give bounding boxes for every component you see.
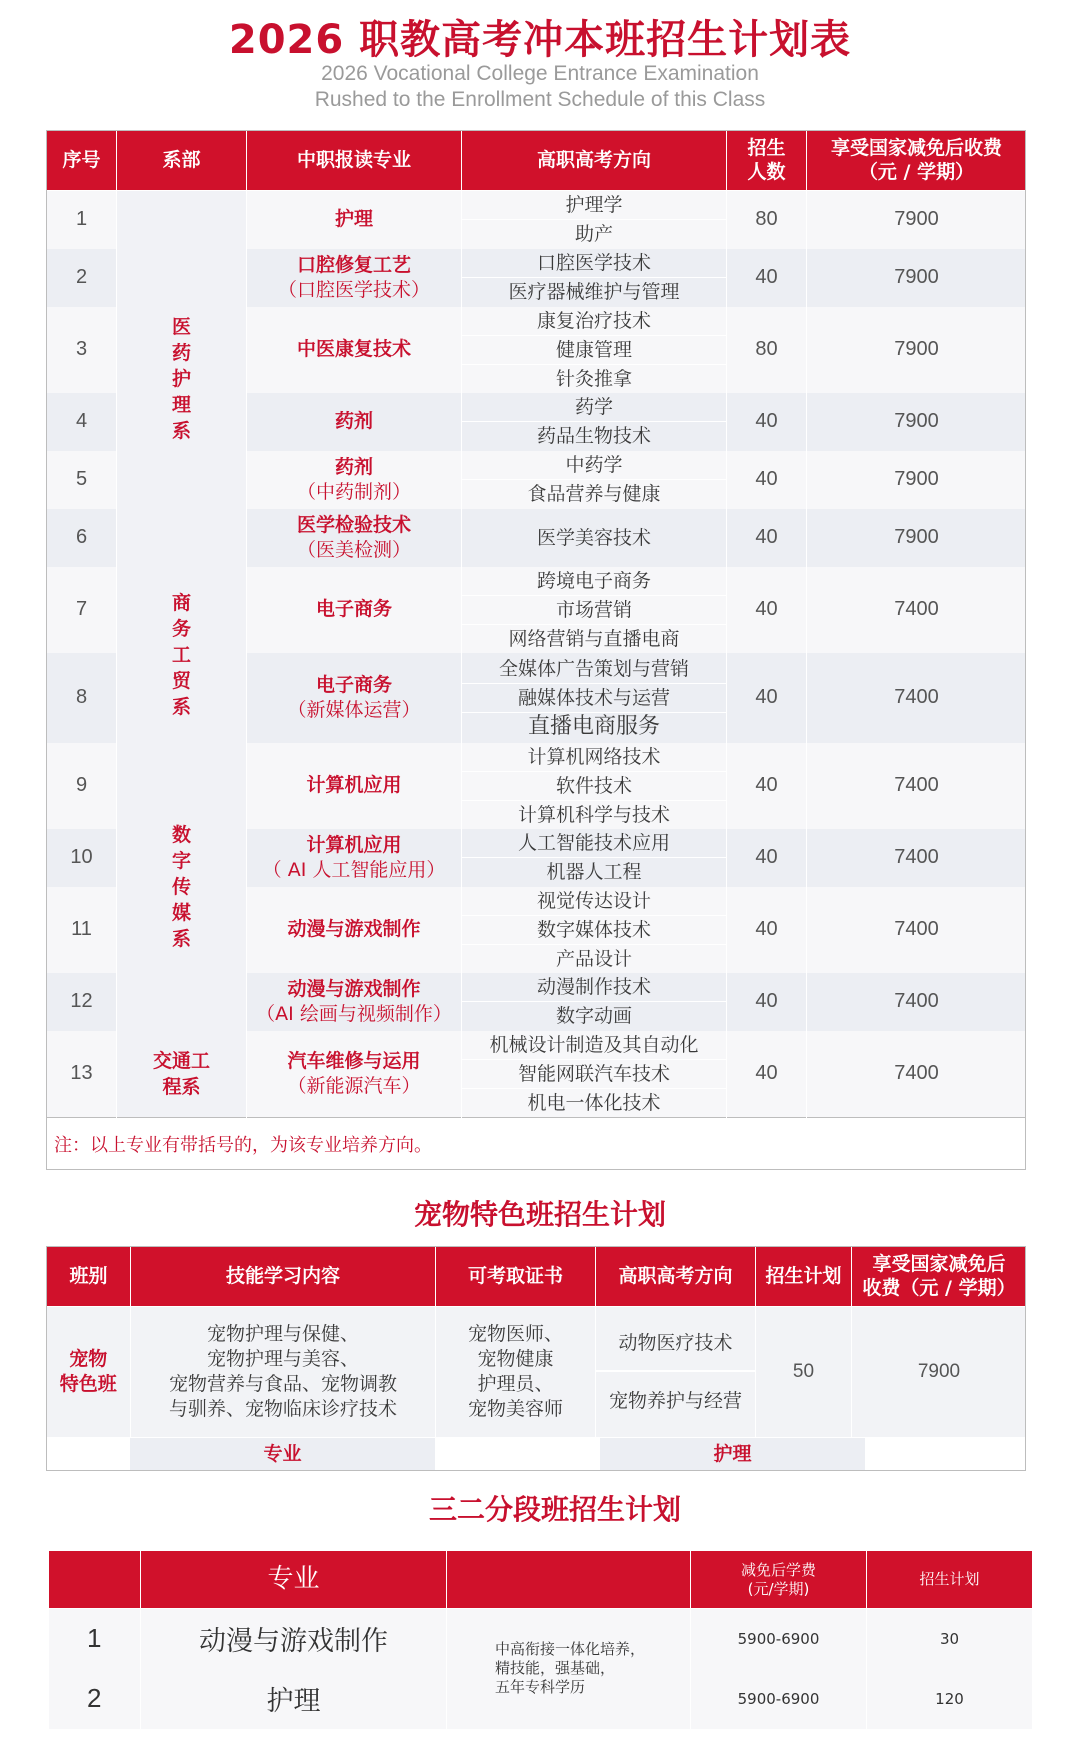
seg-row-quota: 120 bbox=[867, 1669, 1033, 1729]
fee-cell: 7900 bbox=[807, 509, 1027, 567]
major-cell bbox=[247, 1031, 462, 1118]
direction-item: 食品营养与健康 bbox=[527, 483, 661, 505]
pet-section-title: 宠物特色班招生计划 bbox=[413, 1198, 666, 1231]
seg-header-row bbox=[49, 1551, 1033, 1609]
seg-header-quota: 招生计划 bbox=[867, 1551, 1033, 1609]
row-number: 4 bbox=[47, 393, 117, 451]
department-cell bbox=[117, 743, 247, 1031]
direction-item: 全媒体广告策划与营销 bbox=[462, 655, 726, 684]
major-cell bbox=[247, 973, 462, 1031]
quota-cell: 40 bbox=[727, 393, 807, 451]
direction-item: 网络营销与直播电商 bbox=[508, 627, 680, 650]
pet-skill-line: 宠物护理与保健、 bbox=[206, 1322, 359, 1345]
fee-cell: 7400 bbox=[807, 743, 1027, 829]
seg-row-major: 护理 bbox=[141, 1669, 447, 1729]
fee-cell: 7400 bbox=[807, 653, 1027, 743]
pet-header-quota: 招生计划 bbox=[756, 1247, 852, 1307]
header-fee-line2: （元 / 学期） bbox=[858, 160, 975, 183]
pet-header-direction: 高职高考方向 bbox=[596, 1247, 756, 1307]
table-row bbox=[47, 567, 1027, 653]
pet-class-cell bbox=[47, 1307, 131, 1437]
major-track: （新媒体运营） bbox=[287, 698, 421, 721]
header-quota-line2: 人数 bbox=[747, 160, 786, 183]
major-track: （医美检测） bbox=[296, 538, 411, 561]
pet-cert-line: 宠物健康 bbox=[477, 1347, 554, 1370]
direction-item: 医疗器械维护与管理 bbox=[508, 281, 680, 303]
pet-class-table bbox=[46, 1246, 1027, 1437]
fee-cell: 7900 bbox=[807, 249, 1027, 307]
seg-header-desc bbox=[447, 1551, 691, 1609]
quota-cell: 40 bbox=[727, 249, 807, 307]
seg-row-fee: 5900-6900 bbox=[691, 1669, 867, 1729]
direction-cell bbox=[462, 829, 727, 887]
major-track: （ AI 人工智能应用） bbox=[262, 858, 446, 881]
direction-cell bbox=[462, 973, 727, 1031]
row-number: 2 bbox=[47, 249, 117, 307]
row-number: 9 bbox=[47, 743, 117, 829]
major-name: 药剂 bbox=[334, 455, 373, 478]
direction-item: 动漫制作技术 bbox=[462, 973, 726, 1002]
header-quota-line1: 招生 bbox=[747, 136, 786, 159]
fee-cell: 7400 bbox=[807, 567, 1027, 653]
header-no: 序号 bbox=[47, 131, 117, 191]
seg-header-major: 专业 bbox=[141, 1551, 447, 1609]
direction-item: 数字动画 bbox=[555, 1005, 632, 1027]
quota-cell: 40 bbox=[727, 567, 807, 653]
header-direction: 高职高考方向 bbox=[462, 131, 727, 191]
direction-cell bbox=[462, 567, 727, 653]
fee-cell: 7900 bbox=[807, 393, 1027, 451]
major-name: 汽车维修与运用 bbox=[287, 1049, 421, 1072]
direction-item: 市场营销 bbox=[462, 596, 726, 625]
seg-section-title: 三二分段班招生计划 bbox=[428, 1493, 681, 1526]
table-row bbox=[47, 743, 1027, 829]
major-cell bbox=[247, 743, 462, 829]
major-name: 电子商务 bbox=[315, 598, 392, 620]
row-number: 3 bbox=[47, 307, 117, 393]
direction-cell bbox=[462, 249, 727, 307]
direction-item: 助产 bbox=[574, 223, 613, 246]
pet-class-line2: 特色班 bbox=[59, 1372, 117, 1395]
major-cell bbox=[247, 653, 462, 743]
quota-cell: 80 bbox=[727, 191, 807, 249]
direction-item: 融媒体技术与运营 bbox=[462, 684, 726, 713]
major-name: 计算机应用 bbox=[306, 833, 402, 856]
fee-cell: 7900 bbox=[807, 191, 1027, 249]
pet-cert-line: 宠物美容师 bbox=[467, 1397, 563, 1420]
department-name: 医药护理系 bbox=[171, 315, 191, 442]
seg-row-no: 2 bbox=[49, 1669, 141, 1729]
department-cell bbox=[117, 567, 247, 743]
seg-header-fee-line2: (元/学期) bbox=[747, 1579, 810, 1598]
direction-cell bbox=[462, 887, 727, 973]
header-quota bbox=[727, 131, 807, 191]
quota-cell: 40 bbox=[727, 1031, 807, 1118]
direction-cell bbox=[462, 191, 727, 249]
major-cell bbox=[247, 887, 462, 973]
pet-skill-line: 与驯养、宠物临床诊疗技术 bbox=[168, 1397, 397, 1420]
pet-header-fee bbox=[852, 1247, 1027, 1307]
direction-item: 智能网联汽车技术 bbox=[462, 1060, 726, 1089]
direction-item: 药品生物技术 bbox=[536, 425, 651, 447]
pet-cert-line: 护理员、 bbox=[477, 1372, 554, 1395]
direction-item: 人工智能技术应用 bbox=[462, 829, 726, 858]
major-name: 动漫与游戏制作 bbox=[287, 977, 421, 1000]
quota-cell: 80 bbox=[727, 307, 807, 393]
major-track: （新能源汽车） bbox=[287, 1074, 421, 1097]
direction-item: 健康管理 bbox=[462, 336, 726, 365]
seg-row-no: 1 bbox=[49, 1609, 141, 1669]
row-number: 12 bbox=[47, 973, 117, 1031]
table-row bbox=[47, 1031, 1027, 1118]
major-cell bbox=[247, 829, 462, 887]
major-name: 中医康复技术 bbox=[296, 338, 411, 360]
direction-item: 视觉传达设计 bbox=[462, 887, 726, 916]
direction-cell bbox=[462, 509, 727, 567]
pet-fee-cell: 7900 bbox=[852, 1307, 1027, 1437]
direction-item: 机器人工程 bbox=[546, 861, 642, 883]
direction-item: 软件技术 bbox=[462, 772, 726, 801]
direction-cell bbox=[462, 451, 727, 509]
seg-header-no bbox=[49, 1551, 141, 1609]
header-fee bbox=[807, 131, 1027, 191]
direction-item: 机械设计制造及其自动化 bbox=[462, 1031, 726, 1060]
pet-header-row bbox=[47, 1247, 1027, 1307]
major-cell bbox=[247, 307, 462, 393]
direction-item: 护理学 bbox=[462, 191, 726, 220]
major-cell bbox=[247, 191, 462, 249]
direction-cell bbox=[462, 393, 727, 451]
row-number: 8 bbox=[47, 653, 117, 743]
pet-header-fee-line2: 收费（元 / 学期） bbox=[862, 1276, 1016, 1299]
quota-cell: 40 bbox=[727, 887, 807, 973]
direction-cell bbox=[462, 743, 727, 829]
table-header-row bbox=[47, 131, 1027, 191]
direction-item: 跨境电子商务 bbox=[462, 567, 726, 596]
pet-header-cert: 可考取证书 bbox=[436, 1247, 596, 1307]
pet-skill-line: 宠物营养与食品、宠物调教 bbox=[168, 1372, 397, 1395]
seg-header-fee bbox=[691, 1551, 867, 1609]
quota-cell: 40 bbox=[727, 829, 807, 887]
pet-header-fee-line1: 享受国家减免后 bbox=[872, 1252, 1006, 1275]
row-number: 10 bbox=[47, 829, 117, 887]
row-number: 13 bbox=[47, 1031, 117, 1118]
direction-item: 计算机科学与技术 bbox=[517, 803, 670, 826]
major-track: （口腔医学技术） bbox=[277, 278, 430, 301]
pet-direction-cell bbox=[596, 1307, 756, 1437]
direction-item: 机电一体化技术 bbox=[527, 1091, 661, 1114]
quota-cell: 40 bbox=[727, 509, 807, 567]
pet-row bbox=[47, 1307, 1027, 1437]
seg-row-quota: 30 bbox=[867, 1609, 1033, 1669]
seg-desc-line: 五年专科学历 bbox=[495, 1678, 586, 1697]
row-number: 11 bbox=[47, 887, 117, 973]
enrollment-plan-table bbox=[46, 130, 1027, 1118]
department-cell bbox=[117, 191, 247, 567]
major-name: 护理 bbox=[334, 208, 373, 231]
direction-cell bbox=[462, 653, 727, 743]
major-cell bbox=[247, 509, 462, 567]
direction-cell bbox=[462, 1031, 727, 1118]
seg-desc-line: 精技能，强基础， bbox=[495, 1659, 616, 1678]
department-name: 商务工贸系 bbox=[171, 591, 191, 718]
seg-header-fee-line1: 减免后学费 bbox=[740, 1560, 816, 1579]
major-cell bbox=[247, 393, 462, 451]
direction-item: 康复治疗技术 bbox=[462, 307, 726, 336]
header-major: 中职报读专业 bbox=[247, 131, 462, 191]
major-name: 动漫与游戏制作 bbox=[287, 918, 421, 940]
pet-quota-cell: 50 bbox=[756, 1307, 852, 1437]
segmented-class-table bbox=[48, 1550, 1033, 1729]
direction-item: 数字媒体技术 bbox=[462, 916, 726, 945]
direction-cell bbox=[462, 307, 727, 393]
department-cell bbox=[117, 1031, 247, 1118]
major-name: 电子商务 bbox=[315, 673, 392, 696]
department-name: 数字传媒系 bbox=[171, 823, 191, 950]
pet-direction-2: 宠物养护与经营 bbox=[608, 1389, 742, 1412]
seg-desc-cell bbox=[447, 1609, 691, 1729]
page-title: 2026 职教高考冲本班招生计划表 bbox=[228, 17, 852, 63]
subtitle-en-line2: Rushed to the Enrollment Schedule of this Class bbox=[314, 88, 766, 111]
major-name: 药剂 bbox=[334, 410, 373, 432]
fee-cell: 7900 bbox=[807, 451, 1027, 509]
quota-cell: 40 bbox=[727, 653, 807, 743]
seg-row-fee: 5900-6900 bbox=[691, 1609, 867, 1669]
direction-item: 直播电商服务 bbox=[527, 713, 660, 739]
row-number: 1 bbox=[47, 191, 117, 249]
seg-row bbox=[49, 1609, 1033, 1669]
direction-item: 药学 bbox=[462, 393, 726, 422]
pet-header-class: 班别 bbox=[47, 1247, 131, 1307]
major-track: （AI 绘画与视频制作） bbox=[256, 1002, 452, 1025]
seg-desc-line: 中高衔接一体化培养， bbox=[495, 1640, 646, 1659]
fee-cell: 7400 bbox=[807, 1031, 1027, 1118]
pet-skills-cell bbox=[131, 1307, 436, 1437]
fee-cell: 7900 bbox=[807, 307, 1027, 393]
row-number: 7 bbox=[47, 567, 117, 653]
department-name: 交通工程系 bbox=[152, 1049, 210, 1098]
quota-cell: 40 bbox=[727, 451, 807, 509]
header-dept: 系部 bbox=[117, 131, 247, 191]
pet-skill-line: 宠物护理与美容、 bbox=[206, 1347, 359, 1370]
major-cell bbox=[247, 249, 462, 307]
fee-cell: 7400 bbox=[807, 829, 1027, 887]
direction-item: 中药学 bbox=[462, 451, 726, 480]
pet-header-skills: 技能学习内容 bbox=[131, 1247, 436, 1307]
major-track: （中药制剂） bbox=[296, 480, 411, 503]
pet-cert-cell bbox=[436, 1307, 596, 1437]
major-cell bbox=[247, 567, 462, 653]
row-number: 5 bbox=[47, 451, 117, 509]
subtitle-en-line1: 2026 Vocational College Entrance Examination bbox=[321, 62, 759, 85]
quota-cell: 40 bbox=[727, 973, 807, 1031]
quota-cell: 40 bbox=[727, 743, 807, 829]
direction-item: 医学美容技术 bbox=[536, 526, 651, 549]
major-cell bbox=[247, 451, 462, 509]
pet-footer-left: 专业 bbox=[130, 1438, 435, 1470]
header-fee-line1: 享受国家减免后收费 bbox=[830, 136, 1002, 159]
table-note: 注：以上专业有带括号的，为该专业培养方向。 bbox=[54, 1135, 432, 1156]
seg-row-major: 动漫与游戏制作 bbox=[141, 1609, 447, 1669]
major-name: 医学检验技术 bbox=[296, 513, 411, 536]
pet-cert-line: 宠物医师、 bbox=[467, 1322, 563, 1345]
direction-item: 计算机网络技术 bbox=[462, 743, 726, 772]
pet-direction-1: 动物医疗技术 bbox=[596, 1314, 755, 1372]
direction-item: 产品设计 bbox=[555, 947, 632, 970]
pet-footer-right: 护理 bbox=[600, 1438, 865, 1470]
direction-item: 口腔医学技术 bbox=[462, 249, 726, 278]
pet-class-line1: 宠物 bbox=[69, 1347, 108, 1370]
fee-cell: 7400 bbox=[807, 887, 1027, 973]
major-name: 口腔修复工艺 bbox=[296, 253, 411, 276]
table-row bbox=[47, 191, 1027, 249]
fee-cell: 7400 bbox=[807, 973, 1027, 1031]
major-name: 计算机应用 bbox=[306, 774, 402, 796]
row-number: 6 bbox=[47, 509, 117, 567]
direction-item: 针灸推拿 bbox=[555, 367, 632, 390]
